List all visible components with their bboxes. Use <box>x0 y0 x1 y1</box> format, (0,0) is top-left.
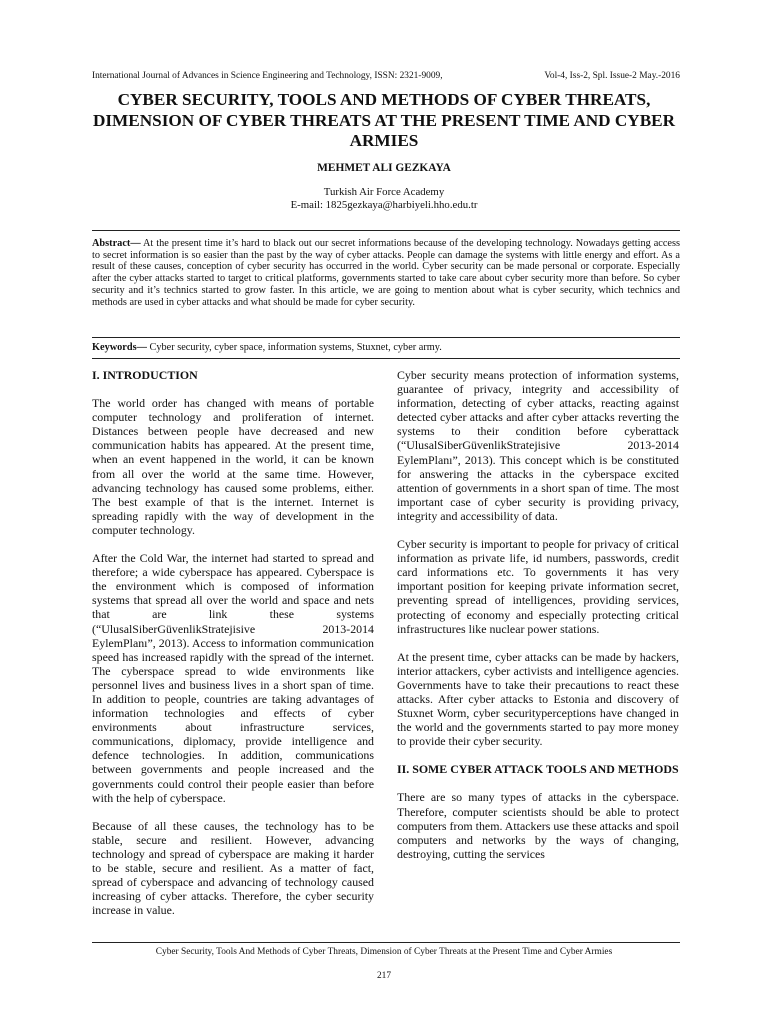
abstract <box>92 238 680 308</box>
paragraph: There are so many types of attacks in the cyberspace. Therefore, computer scientists should be able to protect computers from them. Attackers use these attacks and spoil computers and networks by the ways of changing, destroying, cutting the services <box>397 790 679 861</box>
keywords-label: Keywords— <box>92 342 147 353</box>
section-heading-attack-tools: II. SOME CYBER ATTACK TOOLS AND METHODS <box>397 762 679 777</box>
divider-footer <box>92 942 680 943</box>
author-affiliation-block <box>0 186 768 211</box>
journal-name: International Journal of Advances in Science Engineering and Technology, ISSN: 2321-9009, <box>92 71 443 81</box>
abstract-text: At the present time it’s hard to black out our secret informations because of the developing technology. Nowadays getting access to secret information is so easier than the past by the way of cyber attacks. People can damage the systems with little energy and effort. As a result of these causes, conception of cyber security has occurred in the world. Cyber security can be made personal or corporate. Especially after the cyber attacks started to target to critical platforms, governments started to take care about cyber security more than before. So cyber security and it’s technics started to grow faster. In this article, we are going to mention about what is cyber security, which technics and methods are used in cyber attacks and what should be made for cyber security. <box>92 238 680 308</box>
left-column <box>92 368 374 931</box>
page-number: 217 <box>376 971 392 981</box>
running-footer: Cyber Security, Tools And Methods of Cyber Threats, Dimension of Cyber Threats at the Present Time and Cyber Armies <box>155 947 613 957</box>
divider-keywords <box>92 358 680 359</box>
paragraph: Cyber security is important to people for privacy of critical information as private life, id numbers, passwords, credit card informations etc. To governments it has very important position for keeping private information secret, preventing spread of intelligences, providing services, protecting of economy and especially protecting critical infrastructures like nuclear power stations. <box>397 537 679 636</box>
paragraph: The world order has changed with means of portable computer technology and proliferation of internet. Distances between people have decreased and new communication habits has appeared. At the present time, when an event happened in the world, it can be known from all over the world at the same time. However, advancing technology has caused some problems, either. The best example of that is the internet. Internet is spreading rapidly with the way of development in the computer technology. <box>92 396 374 537</box>
affiliation: Turkish Air Force Academy <box>323 186 445 198</box>
section-heading-introduction: I. INTRODUCTION <box>92 368 198 382</box>
abstract-label: Abstract— <box>92 238 141 249</box>
paper-title: CYBER SECURITY, TOOLS AND METHODS OF CYBER THREATS, DIMENSION OF CYBER THREATS AT THE PRESENT TIME AND CYBER ARMIES <box>92 90 676 150</box>
keywords <box>92 342 680 354</box>
divider-top <box>92 230 680 231</box>
paragraph: After the Cold War, the internet had started to spread and therefore; a wide cyberspace has appeared. Cyberspace is the environment which is composed of information systems that spread all over the world and space and nets that are link these systems (“UlusalSiberGüvenlikStratejisive 2013-2014 EylemPlanı”, 2013). Access to information communication speed has increased rapidly with the spread of the internet. The cyberspace spread to wide environments like personnel lives and business lives in a short span of time. In addition to people, countries are taking advantages of information technologies and effects of cyber environments about infrastructure services, communications, diplomacy, provide intelligence and defence technologies. In addition, communications between governments and people increased and the governments could control their people easier than before with the help of cyberspace. <box>92 551 374 805</box>
author-email: E-mail: 1825gezkaya@harbiyeli.hho.edu.tr <box>290 198 478 211</box>
paragraph: Because of all these causes, the technology has to be stable, secure and resilient. However, advancing technology and spread of cyberspace are making it harder to be stable, secure and resilient. As a matter of fact, spread of cyberspace and advancing of technology caused increasing of cyber attacks. Therefore, the cyber security increase in value. <box>92 818 374 918</box>
keywords-text: Cyber security, cyber space, information systems, Stuxnet, cyber army. <box>146 342 442 353</box>
divider-abstract <box>92 337 680 338</box>
author-name: MEHMET ALI GEZKAYA <box>317 162 451 174</box>
journal-header <box>92 70 680 82</box>
journal-volume: Vol-4, Iss-2, Spl. Issue-2 May.-2016 <box>544 71 680 81</box>
paragraph: At the present time, cyber attacks can be made by hackers, interior attackers, cyber activists and intelligence agencies. Governments have to take their precautions to react these attacks. After cyber attacks to Estonia and discovery of Stuxnet Worm, cyber securityperceptions have changed in the world and the governments started to pay more money to provide their cyber security. <box>397 649 679 749</box>
paragraph: Cyber security means protection of information systems, guarantee of privacy, integrity and accessibility of information, detecting of cyber attacks, reacting against detected cyber attacks and after cyber attacks reverting the systems to their condition before cyberattack (“UlusalSiberGüvenlikStratejisive 2013-2014 EylemPlanı”, 2013). This concept which is be constituted for answering the attacks in the cyberspace excited attention of governments in a short span of time. The most important case of cyber security is providing privacy, integrity and accessibility of data. <box>397 368 679 523</box>
right-column <box>397 368 679 875</box>
